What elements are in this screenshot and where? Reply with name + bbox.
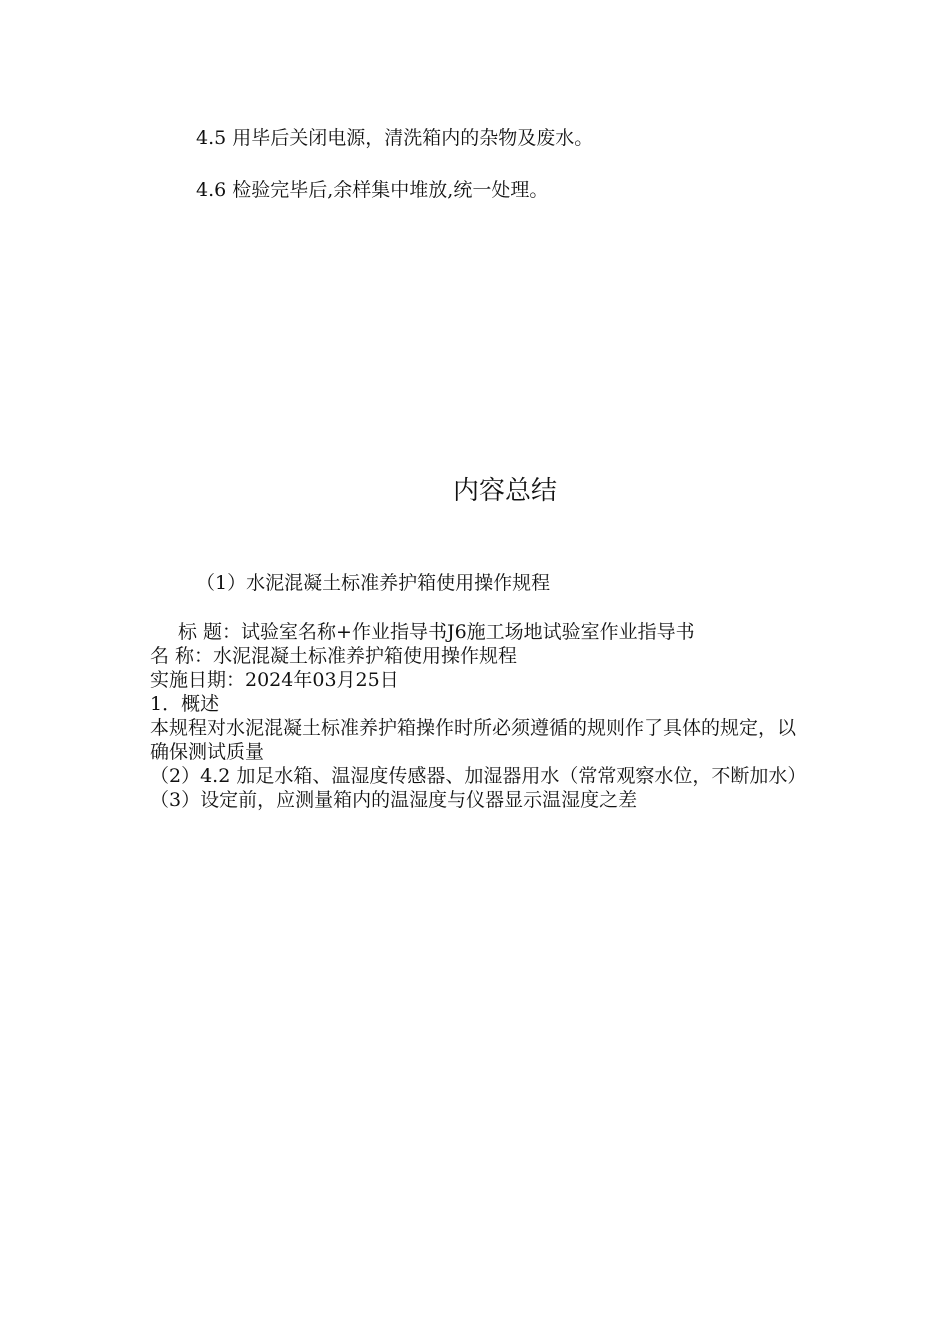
- header-name-line: 名 称：水泥混凝土标准养护箱使用操作规程: [150, 645, 518, 667]
- step-4-6-text: 4.6 检验完毕后,余样集中堆放,统一处理。: [196, 179, 549, 201]
- header-date-line: 实施日期：2024年03月25日: [150, 669, 399, 691]
- header-title-line: 标 题：试验室名称+作业指导书J6施工场地试验室作业指导书: [178, 621, 695, 643]
- summary-item-2: （2）4.2 加足水箱、温湿度传感器、加湿器用水（常常观察水位，不断加水）: [150, 765, 807, 787]
- overview-paragraph: 本规程对水泥混凝土标准养护箱操作时所必须遵循的规则作了具体的规定，以确保测试质量: [150, 717, 797, 763]
- summary-item-1: （1）水泥混凝土标准养护箱使用操作规程: [196, 572, 551, 594]
- section-overview-heading: 1．概述: [150, 693, 220, 715]
- summary-block: [150, 620, 807, 812]
- summary-title: 内容总结: [452, 476, 557, 506]
- step-4-5-text: 4.5 用毕后关闭电源，清洗箱内的杂物及废水。: [196, 127, 594, 149]
- summary-item-3: （3）设定前，应测量箱内的温湿度与仪器显示温湿度之差: [150, 789, 638, 811]
